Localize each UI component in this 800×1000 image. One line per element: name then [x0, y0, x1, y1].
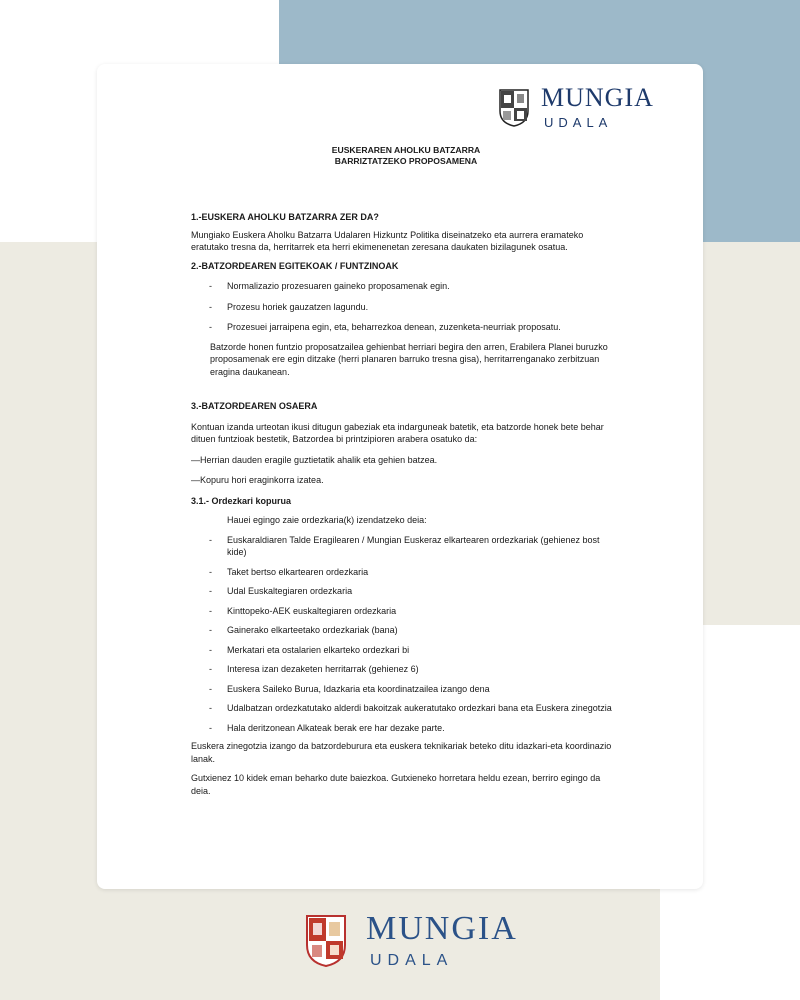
logo-name-top: MUNGIA: [541, 83, 654, 112]
section31-item: - Euskaraldiaren Talde Eragilearen / Mungian Euskeraz elkartearen ordezkariak (gehienez bost kide): [191, 534, 621, 559]
section2-text: Batzorde honen funtzio proposatzailea gehienbat herriari begira den arren, Erabilera Planei buruzko proposamenak ere egin ditzake (herri planaren barruko tresna gisa), herritarrenganako zerbitzuan eragina daukanean.: [210, 341, 608, 377]
section31-text1: Euskera zinegotzia izango da batzordeburura eta euskera teknikariak beteko ditu idazkari-eta koordinazio lanak.: [191, 741, 612, 764]
section2-item: - Normalizazio prozesuaren gaineko proposamenak egin.: [191, 280, 621, 293]
section31-heading: 3.1.- Ordezkari kopurua: [191, 495, 292, 506]
section31-item: - Hala deritzonean Alkateak berak ere har dezake parte.: [191, 722, 621, 735]
section1-text: Mungiako Euskera Aholku Batzarra Udalaren Hizkuntz Politika diseinatzeko eta aurrera eramateko eratutako tresna da, herritarrek eta herri ekimenenetan zeresana daukaten bizilagunek osatua.: [191, 229, 584, 252]
logo-sub-bottom: UDALA: [370, 952, 454, 969]
section31-text2: Gutxienez 10 kidek eman beharko dute baiezkoa. Gutxieneko horretara heldu ezean, berriro egingo da deia.: [191, 773, 601, 796]
logo-sub-top: UDALA: [544, 115, 613, 130]
mungia-logo-bottom: [306, 912, 518, 970]
section1-heading: 1.-EUSKERA AHOLKU BATZARRA ZER DA?: [191, 212, 379, 222]
section3-heading: 3.-BATZORDEAREN OSAERA: [191, 401, 318, 411]
coat-of-arms-icon: [306, 915, 346, 967]
section2-item: - Prozesuei jarraipena egin, eta, beharrezkoa denean, zuzenketa-neurriak proposatu.: [191, 321, 621, 334]
coat-of-arms-icon: [499, 89, 529, 127]
section2-item: - Prozesu horiek gauzatzen lagundu.: [191, 301, 621, 314]
section31-item: - Udalbatzan ordezkatutako alderdi bakoitzak aukeratutako ordezkari bana eta Euskera zinegotzia: [191, 702, 621, 715]
section31-item: - Euskera Saileko Burua, Idazkaria eta koordinatzailea izango dena: [191, 683, 621, 696]
section31-item: - Gainerako elkarteetako ordezkariak (bana): [191, 624, 621, 637]
section2-heading: 2.-BATZORDEAREN EGITEKOAK / FUNTZINOAK: [191, 260, 399, 271]
doc-title-line1: EUSKERAREN AHOLKU BATZARRA: [331, 145, 481, 155]
mungia-logo-top: [499, 85, 654, 130]
section3-text: Kontuan izanda urteotan ikusi ditugun gabeziak eta indarguneak batetik, eta batzorde honek bete behar dituen funtzioak bestetik, Batzordea bi printzipioren arabera osatuko da:: [191, 421, 604, 444]
section31-item: - Merkatari eta ostalarien elkarteko ordezkari bi: [191, 644, 621, 657]
doc-title-line2: BARRIZTATZEKO PROPOSAMENA: [334, 156, 478, 166]
section31-item: - Udal Euskaltegiaren ordezkaria: [191, 585, 621, 598]
document-body: [191, 145, 621, 797]
section3-principle1: —Herrian dauden eragile guztietatik ahalik eta gehien batzea.: [191, 454, 438, 465]
section31-intro: Hauei egingo zaie ordezkaria(k) izendatzeko deia:: [227, 515, 427, 525]
section31-item: - Interesa izan dezaketen herritarrak (gehienez 6): [191, 663, 621, 676]
section3-principle2: —Kopuru hori eraginkorra izatea.: [191, 475, 324, 485]
section31-item: - Kinttopeko-AEK euskaltegiaren ordezkaria: [191, 605, 621, 618]
section31-item: - Taket bertso elkartearen ordezkaria: [191, 566, 621, 579]
logo-name-bottom: MUNGIA: [366, 910, 518, 947]
